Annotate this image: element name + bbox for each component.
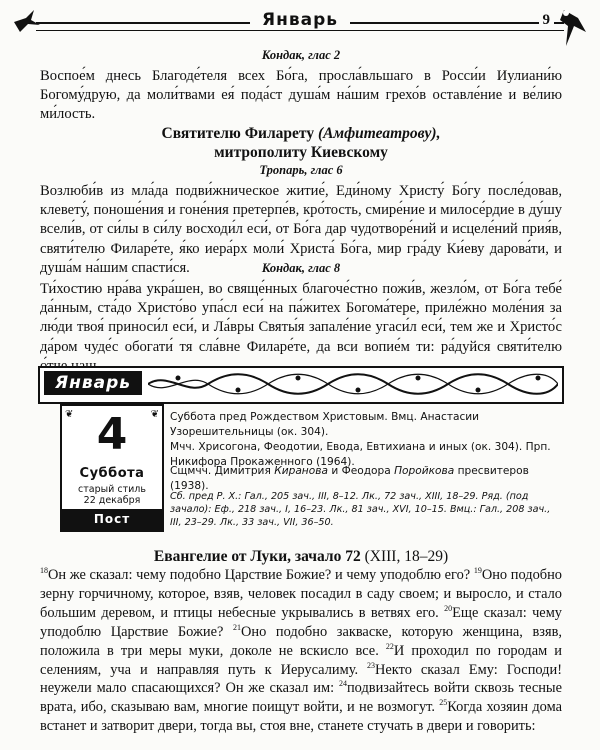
corner-ornament-icon: ❦ [150,409,159,420]
ornament-vine [148,369,558,399]
verse-text: Когда хозяин дома встанет и затворит двери, тогда вы, стоя вне, станете стучать в двери и говорить: [40,699,562,735]
saint-title: митрополиту Киевскому [214,144,388,161]
troparion-text: Возлюби́в из мла́да подви́жническое житие́, Еди́ному Христу́ Бо́гу после́довав, клевету́, поноше́ния и гоне́ния претерпе́в, кро́тость, смире́ние и милосе́рдие в ду́шу всели́в, от си́лы в си́лу восходи́л еси́, от Бо́га дар чудотворе́ний и исцеле́ний прия́в, святи́телю Филаре́те, я́ко иера́рх моли́ Христа́ Бо́га, мир гра́ду Ки́еву дарова́ти, и душа́м на́шим спасти́ся. [40,183,562,276]
swallow-icon-left [12,8,42,38]
saint-surname: (Амфитеатрову), [317,125,441,142]
old-style-label: старый стиль [78,484,146,495]
day-number: 4 [96,409,128,460]
verse-number: 21 [233,622,242,632]
kondak-heading-2: Кондак, глас 8 [261,261,341,275]
kondak-text-1: Воспое́м днесь Благоде́теля всех Бо́га, просла́вльшаго в Росси́и Иулиани́ю Богому́друю, да моли́твами ея́ пода́ст душа́м на́шим грехо́в оставле́ние и ве́лию ми́лость. [40,68,562,123]
gospel-text [40,566,562,736]
verse-number: 19 [473,566,482,576]
gospel-reference: (XIII, 18–29) [364,548,449,565]
verse-number: 18 [40,566,48,576]
surname-poroykov: Поройкова [394,465,455,477]
kondak-heading-1: Кондак, глас 2 [261,48,341,62]
date-box [60,404,164,532]
verse-text: И проходил по городам и селениям, уча и направляя путь к Иерусалиму. [40,642,562,678]
troparion-heading: Тропарь, глас 6 [259,163,343,177]
verse-number: 23 [367,660,376,670]
running-header [36,10,564,42]
verse-number: 20 [444,604,453,614]
old-style-date [62,484,162,506]
running-title: Январь [250,10,350,30]
verse-number: 22 [385,641,394,651]
weekday: Суббота [79,466,145,481]
commemoration-1: Суббота пред Рождеством Христовым. Вмц. Анастасии Узорешительницы (ок. 304). [170,411,480,438]
old-style-value: 22 декабря [83,495,141,506]
commemoration-2: Мчч. Хрисогона, Феодотии, Евода, Евтихиана и иных (ок. 304). Прп. Никифора Прокаженного (1964). [170,441,551,468]
verse-text: Он же сказал: чему подобно Царствие Божие? и чему уподоблю его? [48,567,474,583]
surname-kiranov: Киранова [274,465,328,477]
scripture-readings: Сб. пред Р. Х.: Гал., 205 зач., III, 8–12. Лк., 72 зач., XIII, 18–29. Ряд. (под зачало): Еф., 218 зач., I, 16–23. Лк., 81 зач., XVI, 10–15. Вмц.: Гал., 208 зач., III, 23–29. Лк., 33 зач., VII, 36–50. [170,491,551,528]
verse-text: Еще сказал: чему уподоблю Царствие Божие? [40,604,562,640]
magpie-icon-right [556,6,590,50]
commemoration-3-text: Сщмчч. Димитрия [170,465,275,477]
gospel-heading [40,548,562,566]
fast-badge: Пост [60,509,164,530]
verse-text: Оно подобно закваске, которую женщина, взяв, положила в три меры муки, доколе не вскисло все. [40,623,563,659]
corner-ornament-icon: ❦ [65,409,74,420]
commemoration-3 [170,464,562,493]
month-banner [38,366,564,404]
page-number: 9 [539,12,555,29]
saint-heading [40,124,562,162]
commemoration-3-text: пресвитеров (1938). [170,465,529,492]
verse-number: 25 [439,698,448,708]
kondak-text-2: Ти́хостию нра́ва укра́шен, во свяще́нных благоче́стно пожи́в, жезло́м, от Бо́га тебе́ да́нным, ста́до Христо́во упа́сл еси́ на па́житех Богома́тере, приле́жно моле́ния за лю́ди твоя́ приноси́л еси́, и Ла́вры Святы́я запале́ние угаси́л еси́, тем же и Христо́с да́ром чуде́с обогати́ тя сла́вне Филаре́те, да вси вопие́м ти: ра́дуйся святи́телю [40,281,562,355]
verse-text: подвизайтесь войти сквозь тесные врата, ибо, сказываю вам, многие поищут войти, и не возмогут. [40,680,562,716]
verse-text: Некто сказал Ему: Господи! неужели мало спасающихся? Он же сказал им: [40,661,562,697]
verse-text: Оно подобно зерну горчичному, которое, взяв, человек посадил в саду своем; и выросло, и стало большим деревом, и птицы небесные укрывались в ветвях его. [40,567,562,621]
month-label: Январь [44,371,142,395]
saint-name: Святителю Филарету [161,125,315,142]
verse-number: 24 [338,679,347,689]
gospel-title: Евангелие от Луки, зачало 72 [153,548,361,565]
commemoration-3-text: и Феодора [327,465,395,477]
